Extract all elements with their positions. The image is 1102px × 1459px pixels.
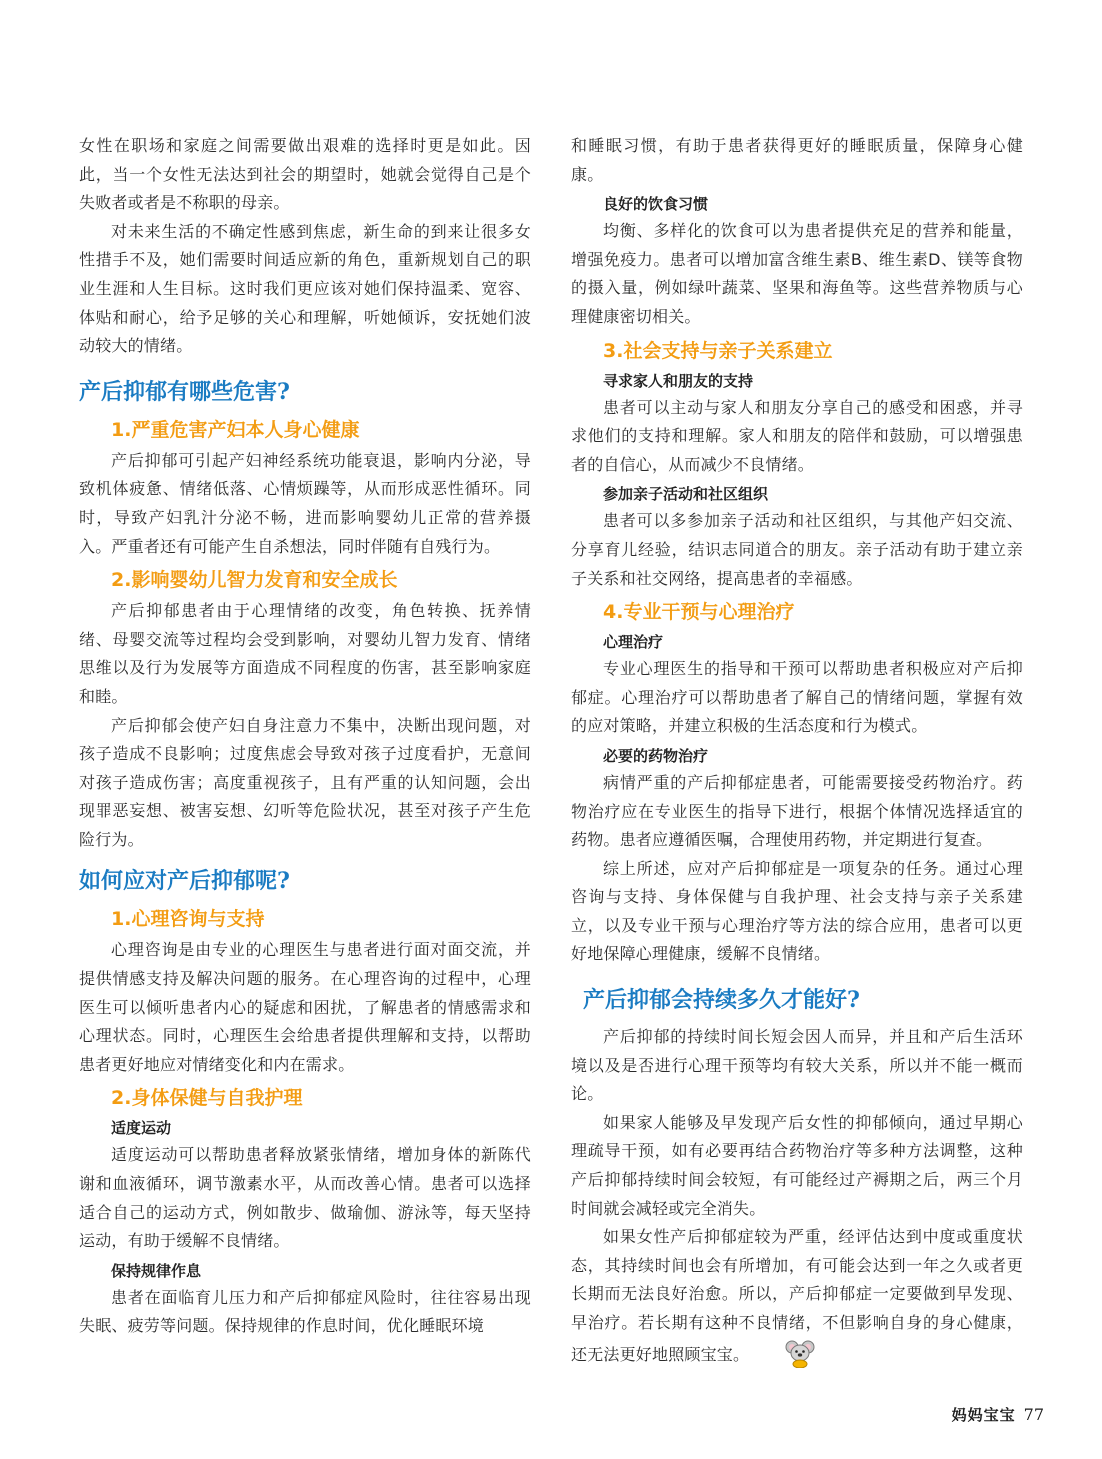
paragraph: 女性在职场和家庭之间需要做出艰难的选择时更是如此。因此，当一个女性无法达到社会的期望时，她就会觉得自己是个失败者或者是不称职的母亲。 [79,136,531,213]
paragraph-text: 如果女性产后抑郁症较为严重，经评估达到中度或重度状态，其持续时间也会有所增加，有可能会达到一年之久或者更长期而无法良好治愈。所以，产后抑郁症一定要做到早发现、早治疗。若长期有这种不良情绪，不但影响自身的身心健康，还无法更好地照顾宝宝。 [571,1227,1023,1364]
paragraph: 病情严重的产后抑郁症患者，可能需要接受药物治疗。药物治疗应在专业医生的指导下进行，根据个体情况选择适宜的药物。患者应遵循医嘱，合理使用药物，并定期进行复查。 [571,772,1023,850]
koala-icon [753,1338,783,1368]
section-heading-cope: 如何应对产后抑郁呢? [79,868,290,895]
paragraph: 和睡眠习惯，有助于患者获得更好的睡眠质量，保障身心健康。 [571,136,1023,184]
paragraph: 适度运动可以帮助患者释放紧张情绪，增加身体的新陈代谢和血液循环，调节激素水平，从而改善心情。患者可以选择适合自己的运动方式，例如散步、做瑜伽、游泳等，每天坚持运动，有助于缓解不良情绪。 [79,1145,531,1251]
paragraph: 专业心理医生的指导和干预可以帮助患者积极应对产后抑郁症。心理治疗可以帮助患者了解自己的情绪问题，掌握有效的应对策略，并建立积极的生活态度和行为模式。 [571,659,1023,736]
paragraph: 产后抑郁可引起产妇神经系统功能衰退，影响内分泌，导致机体疲惫、情绪低落、心情烦躁等，从而形成恶性循环。同时，导致产妇乳汁分泌不畅，进而影响婴幼儿正常的营养摄入。严重者还有可能产生自杀想法，同时伴随有自残行为。 [79,450,531,556]
minor-heading-exercise: 适度运动 [111,1119,172,1138]
minor-heading-therapy: 心理治疗 [603,633,664,652]
subheading-cope-4: 4.专业干预与心理治疗 [603,601,795,624]
paragraph: 如果家人能够及早发现产后女性的抑郁倾向，通过早期心理疏导干预，如有必要再结合药物治疗等多种方法调整，这种产后抑郁持续时间会较短，有可能经过产褥期之后，两三个月时间就会减轻或完全消失。 [571,1112,1023,1218]
subheading-cope-1: 1.心理咨询与支持 [111,908,265,931]
subheading-cope-2: 2.身体保健与自我护理 [111,1087,303,1110]
section-heading-harm: 产后抑郁有哪些危害? [79,378,290,405]
page-footer [952,1404,1044,1425]
paragraph: 产后抑郁患者由于心理情绪的改变，角色转换、抚养情绪、母婴交流等过程均会受到影响，对婴幼儿智力发育、情绪思维以及行为发展等方面造成不同程度的伤害，甚至影响家庭和睦。 [79,601,531,706]
minor-heading-routine: 保持规律作息 [111,1261,202,1280]
subheading-harm-2: 2.影响婴幼儿智力发育和安全成长 [111,569,398,592]
minor-heading-support: 寻求家人和朋友的支持 [603,371,754,390]
minor-heading-medication: 必要的药物治疗 [603,746,709,765]
paragraph: 患者可以主动与家人和朋友分享自己的感受和困惑，并寻求他们的支持和理解。家人和朋友的陪伴和鼓励，可以增强患者的自信心，从而减少不良情绪。 [571,397,1023,474]
paragraph: 均衡、多样化的饮食可以为患者提供充足的营养和能量，增强免疫力。患者可以增加富含维生素B、维生素D、镁等食物的摄入量，例如绿叶蔬菜、坚果和海鱼等。这些营养物质与心理健康密切相关。 [571,221,1023,326]
paragraph: 产后抑郁的持续时间长短会因人而异，并且和产后生活环境以及是否进行心理干预等均有较大关系，所以并不能一概而论。 [571,1027,1023,1104]
subheading-cope-3: 3.社会支持与亲子关系建立 [603,339,833,362]
paragraph: 患者在面临育儿压力和产后抑郁症风险时，往往容易出现失眠、疲劳等问题。保持规律的作息时间，优化睡眠环境 [79,1287,531,1336]
paragraph: 综上所述，应对产后抑郁症是一项复杂的任务。通过心理咨询与支持、身体保健与自我护理、社会支持与亲子关系建立，以及专业干预与心理治疗等方法的综合应用，患者可以更好地保障心理健康，缓解不良情绪。 [571,858,1023,964]
page-number: 77 [1023,1405,1044,1424]
section-heading-duration: 产后抑郁会持续多久才能好? [583,987,860,1014]
paragraph: 心理咨询是由专业的心理医生与患者进行面对面交流，并提供情感支持及解决问题的服务。在心理咨询的过程中，心理医生可以倾听患者内心的疑虑和困扰，了解患者的情感需求和心理状态。同时，心理医生会给患者提供理解和支持，以帮助患者更好地应对情绪变化和内在需求。 [79,940,531,1074]
paragraph [571,1223,1023,1369]
minor-heading-diet: 良好的饮食习惯 [603,195,709,214]
paragraph: 产后抑郁会使产妇自身注意力不集中，决断出现问题，对孩子造成不良影响；过度焦虑会导致对孩子过度看护，无意间对孩子造成伤害；高度重视孩子，且有严重的认知问题，会出现罪恶妄想、被害妄想、幻听等危险状况，甚至对孩子产生危险行为。 [79,715,531,849]
magazine-name: 妈妈宝宝 [951,1406,1016,1424]
minor-heading-activities: 参加亲子活动和社区组织 [603,485,769,504]
paragraph: 对未来生活的不确定性感到焦虑，新生命的到来让很多女性措手不及，她们需要时间适应新的角色，重新规划自己的职业生涯和人生目标。这时我们更应该对她们保持温柔、宽容、体贴和耐心，给予足够的关心和理解，听她倾诉，安抚她们波动较大的情绪。 [79,221,531,356]
subheading-harm-1: 1.严重危害产妇本人身心健康 [111,418,360,441]
right-column [571,132,1023,1369]
paragraph: 患者可以多参加亲子活动和社区组织，与其他产妇交流、分享育儿经验，结识志同道合的朋友。亲子活动有助于建立亲子关系和社交网络，提高患者的幸福感。 [571,511,1023,588]
left-column [79,132,531,1341]
